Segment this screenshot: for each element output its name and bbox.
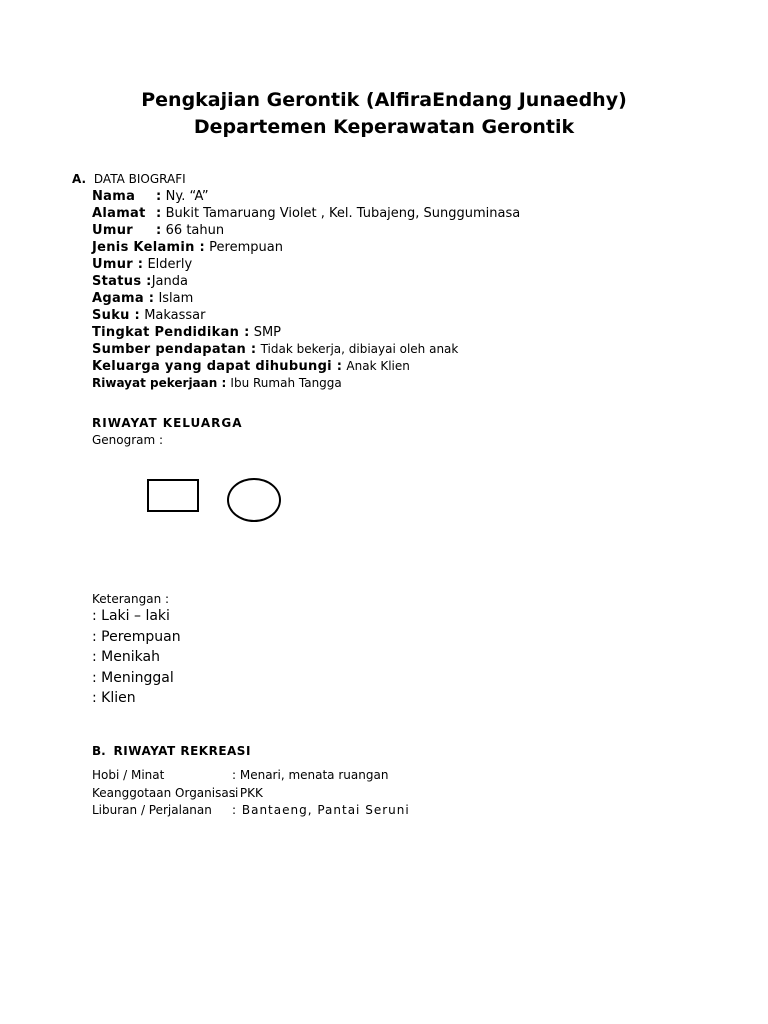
field-keluarga-dihubungi: Keluarga yang dapat dihubungi : Anak Klien bbox=[92, 359, 410, 374]
section-b-title: RIWAYAT REKREASI bbox=[113, 744, 251, 758]
field-alamat: Alamat : Bukit Tamaruang Violet , Kel. Tubajeng, Sungguminasa bbox=[92, 206, 521, 221]
legend-laki-laki: : Laki – laki bbox=[92, 608, 170, 624]
rekreasi-row-organisasi: Keanggotaan Organisasi: PKK bbox=[92, 786, 263, 800]
genogram-male-square bbox=[147, 479, 199, 512]
document-title: Pengkajian Gerontik (AlfiraEndang Junaedhy) bbox=[141, 89, 627, 111]
section-a-title: DATA BIOGRAFI bbox=[93, 172, 186, 186]
field-agama: Agama : Islam bbox=[92, 291, 194, 306]
field-status: Status :Janda bbox=[92, 274, 188, 289]
genogram-female-circle bbox=[227, 478, 281, 522]
rekreasi-row-liburan: Liburan / Perjalanan : Bantaeng, Pantai Seruni bbox=[92, 803, 410, 817]
field-suku: Suku : Makassar bbox=[92, 308, 206, 323]
rekreasi-row-hobi: Hobi / Minat : Menari, menata ruangan bbox=[92, 768, 389, 782]
field-nama: Nama : Ny. “A” bbox=[92, 189, 209, 204]
keterangan-label: Keterangan : bbox=[92, 592, 170, 606]
legend-klien: : Klien bbox=[92, 690, 136, 706]
field-umur-kategori: Umur : Elderly bbox=[92, 257, 193, 272]
riwayat-keluarga-heading: RIWAYAT KELUARGA bbox=[92, 416, 243, 430]
section-b-heading bbox=[92, 744, 251, 758]
genogram-label: Genogram : bbox=[92, 433, 164, 447]
legend-menikah: : Menikah bbox=[92, 649, 160, 665]
section-b-marker: B. bbox=[92, 744, 106, 758]
field-umur: Umur : 66 tahun bbox=[92, 223, 225, 238]
field-jenis-kelamin: Jenis Kelamin : Perempuan bbox=[92, 240, 283, 255]
document-subtitle: Departemen Keperawatan Gerontik bbox=[193, 116, 575, 138]
legend-perempuan: : Perempuan bbox=[92, 629, 181, 645]
section-a-heading bbox=[72, 172, 186, 186]
field-tingkat-pendidikan: Tingkat Pendidikan : SMP bbox=[92, 325, 282, 340]
field-sumber-pendapatan: Sumber pendapatan : Tidak bekerja, dibiayai oleh anak bbox=[92, 342, 459, 357]
field-riwayat-pekerjaan: Riwayat pekerjaan : Ibu Rumah Tangga bbox=[92, 376, 342, 390]
legend-meninggal: : Meninggal bbox=[92, 670, 174, 686]
section-a-marker: A. bbox=[72, 172, 87, 186]
